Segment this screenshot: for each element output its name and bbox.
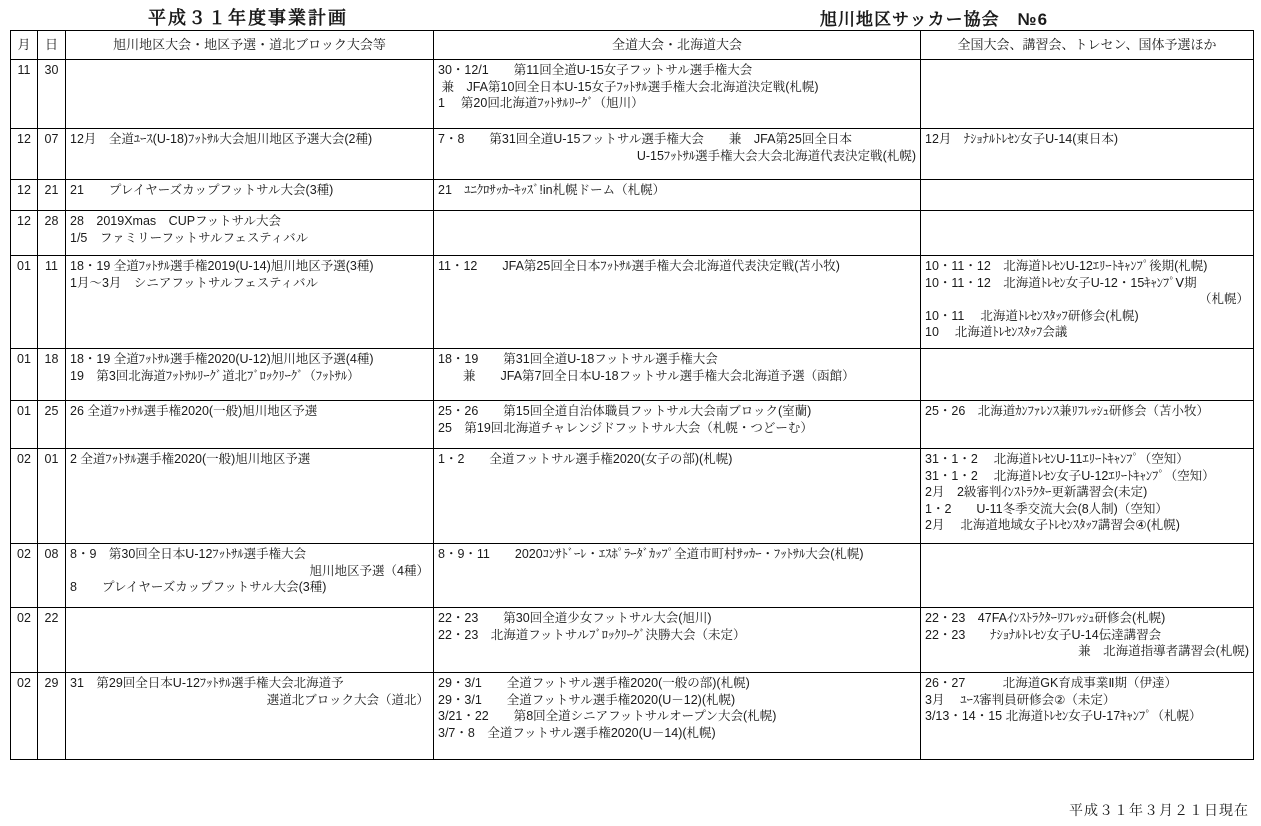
header-day: 日 [38, 31, 66, 60]
event-line: 22・23 第30回全道少女フットサル大会(旭川) [438, 611, 712, 625]
event-line: U-15ﾌｯﾄｻﾙ選手権大会大会北海道代表決定戦(札幌) [636, 148, 916, 163]
table-row [11, 129, 1254, 180]
event-line: 2 全道ﾌｯﾄｻﾙ選手権2020(一般)旭川地区予選 [70, 452, 311, 466]
cell-month: 02 [11, 608, 38, 673]
event-line: 31・1・2 北海道ﾄﾚｾﾝU-11ｴﾘｰﾄｷｬﾝﾌﾟ（空知） [925, 452, 1189, 466]
table-row [11, 673, 1254, 760]
event-line: 3/21・22 第8回全道シニアフットサルオープン大会(札幌) [438, 709, 777, 723]
event-line: 12月 全道ﾕｰｽ(U-18)ﾌｯﾄｻﾙ大会旭川地区予選大会(2種) [70, 132, 373, 146]
cell-hokkaido-events [434, 129, 921, 180]
event-line: 8・9・11 2020ｺﾝｻﾄﾞｰﾚ・ｴｽﾎﾟﾗｰﾀﾞｶｯﾌﾟ全道市町村ｻｯｶｰ・ﾌｯﾄｻﾙ大会(札幌) [438, 547, 864, 561]
cell-national-events [921, 256, 1254, 349]
event-line: 1月～3月 シニアフットサルフェスティバル [70, 275, 319, 290]
cell-hokkaido-events [434, 544, 921, 608]
schedule-table [10, 30, 1254, 760]
cell-month: 12 [11, 180, 38, 211]
cell-national-events [921, 401, 1254, 449]
event-line: 1 第20回北海道ﾌｯﾄｻﾙﾘｰｸﾞ（旭川） [438, 96, 644, 110]
event-line: （札幌） [1198, 292, 1249, 306]
cell-national-events [921, 673, 1254, 760]
cell-day: 22 [38, 608, 66, 673]
event-line: 兼 JFA第7回全日本U-18フットサル選手権大会北海道予選（函館） [438, 368, 855, 383]
cell-month: 01 [11, 401, 38, 449]
event-line: 兼 北海道指導者講習会(札幌) [1078, 644, 1249, 658]
event-line: 10・11・12 北海道ﾄﾚｾﾝ女子U-12・15ｷｬﾝﾌﾟⅤ期 [925, 275, 1197, 290]
page-title: 平成３１年度事業計画 [148, 8, 348, 28]
table-row [11, 544, 1254, 608]
event-line: 18・19 全道ﾌｯﾄｻﾙ選手権2019(U-14)旭川地区予選(3種) [70, 259, 374, 273]
event-line: 21 ﾕﾆｸﾛｻｯｶｰｷｯｽﾞ!in札幌ドーム（札幌） [438, 183, 666, 197]
cell-national-events [921, 544, 1254, 608]
event-line: 選道北ブロック大会（道北） [266, 692, 429, 707]
header-national-events: 全国大会、講習会、トレセン、国体予選ほか [921, 31, 1254, 60]
table-row [11, 180, 1254, 211]
cell-month: 02 [11, 544, 38, 608]
event-line: 1/5 ファミリーフットサルフェスティバル [70, 230, 309, 245]
event-line: 31・1・2 北海道ﾄﾚｾﾝ女子U-12ｴﾘｰﾄｷｬﾝﾌﾟ（空知） [925, 468, 1215, 483]
cell-month: 01 [11, 256, 38, 349]
cell-hokkaido-events [434, 449, 921, 544]
event-line: 10 北海道ﾄﾚｾﾝｽﾀｯﾌ会議 [925, 325, 1068, 339]
event-line: 22・23 47FAｲﾝｽﾄﾗｸﾀｰﾘﾌﾚｯｼｭ研修会(札幌) [925, 611, 1166, 625]
event-line: 8 プレイヤーズカップフットサル大会(3種) [70, 580, 327, 594]
cell-hokkaido-events [434, 349, 921, 401]
cell-national-events [921, 608, 1254, 673]
cell-local-events [66, 449, 434, 544]
event-line: 22・23 北海道フットサルﾌﾞﾛｯｸﾘｰｸﾞ決勝大会（未定） [438, 627, 746, 642]
cell-hokkaido-events [434, 256, 921, 349]
event-line: 12月 ﾅｼｮﾅﾙﾄﾚｾﾝ女子U-14(東日本) [925, 132, 1119, 146]
cell-local-events [66, 256, 434, 349]
cell-day: 25 [38, 401, 66, 449]
table-row [11, 608, 1254, 673]
event-line: 18・19 全道ﾌｯﾄｻﾙ選手権2020(U-12)旭川地区予選(4種) [70, 352, 374, 366]
event-line: 29・3/1 全道フットサル選手権2020(一般の部)(札幌) [438, 676, 750, 690]
table-row [11, 449, 1254, 544]
cell-day: 08 [38, 544, 66, 608]
association-title: 旭川地区サッカー協会 №6 [820, 10, 1049, 29]
event-line: 26・27 北海道GK育成事業Ⅱ期（伊達） [925, 676, 1178, 690]
cell-month: 02 [11, 449, 38, 544]
event-line: 30・12/1 第11回全道U-15女子フットサル選手権大会 [438, 63, 753, 77]
table-row [11, 256, 1254, 349]
event-line: 28 2019Xmas CUPフットサル大会 [70, 214, 282, 228]
cell-day: 01 [38, 449, 66, 544]
event-line: 1・2 全道フットサル選手権2020(女子の部)(札幌) [438, 452, 733, 466]
event-line: 31 第29回全日本U-12ﾌｯﾄｻﾙ選手権大会北海道予 [70, 676, 344, 690]
event-line: 旭川地区予選（4種） [309, 563, 429, 578]
event-line: 2月 2級審判ｲﾝｽﾄﾗｸﾀｰ更新講習会(未定) [925, 485, 1148, 499]
cell-hokkaido-events [434, 60, 921, 129]
cell-local-events [66, 349, 434, 401]
cell-hokkaido-events [434, 673, 921, 760]
cell-day: 21 [38, 180, 66, 211]
cell-hokkaido-events [434, 608, 921, 673]
cell-day: 18 [38, 349, 66, 401]
event-line: 25 第19回北海道チャレンジドフットサル大会（札幌・つどーむ） [438, 420, 813, 435]
cell-month: 12 [11, 211, 38, 256]
cell-local-events [66, 401, 434, 449]
cell-day: 30 [38, 60, 66, 129]
cell-local-events [66, 211, 434, 256]
event-line: 3/7・8 全道フットサル選手権2020(U－14)(札幌) [438, 725, 716, 740]
cell-local-events [66, 673, 434, 760]
cell-month: 02 [11, 673, 38, 760]
cell-local-events [66, 60, 434, 129]
event-line: 25・26 第15回全道自治体職員フットサル大会南ブロック(室蘭) [438, 404, 812, 418]
event-line: 1・2 U-11冬季交流大会(8人制)（空知） [925, 501, 1168, 516]
event-line: 8・9 第30回全日本U-12ﾌｯﾄｻﾙ選手権大会 [70, 547, 307, 561]
cell-hokkaido-events [434, 211, 921, 256]
table-row [11, 349, 1254, 401]
as-of-date: 平成３１年３月２１日現在 [1069, 802, 1249, 818]
event-line: 10・11・12 北海道ﾄﾚｾﾝU-12ｴﾘｰﾄｷｬﾝﾌﾟ後期(札幌) [925, 259, 1208, 273]
cell-national-events [921, 129, 1254, 180]
cell-hokkaido-events [434, 401, 921, 449]
event-line: 11・12 JFA第25回全日本ﾌｯﾄｻﾙ選手権大会北海道代表決定戦(苫小牧) [438, 259, 840, 273]
event-line: 22・23 ﾅｼｮﾅﾙﾄﾚｾﾝ女子U-14伝達講習会 [925, 627, 1162, 642]
header-month: 月 [11, 31, 38, 60]
cell-national-events [921, 180, 1254, 211]
cell-month: 01 [11, 349, 38, 401]
event-line: 18・19 第31回全道U-18フットサル選手権大会 [438, 352, 718, 366]
table-row [11, 211, 1254, 256]
event-line: 2月 北海道地域女子ﾄﾚｾﾝｽﾀｯﾌ講習会④(札幌) [925, 518, 1180, 532]
event-line: 26 全道ﾌｯﾄｻﾙ選手権2020(一般)旭川地区予選 [70, 404, 318, 418]
cell-day: 28 [38, 211, 66, 256]
cell-day: 07 [38, 129, 66, 180]
cell-day: 11 [38, 256, 66, 349]
table-row [11, 401, 1254, 449]
event-line: 3/13・14・15 北海道ﾄﾚｾﾝ女子U-17ｷｬﾝﾌﾟ（札幌） [925, 709, 1202, 723]
titlebar [0, 0, 1261, 30]
event-line: 29・3/1 全道フットサル選手権2020(U－12)(札幌) [438, 692, 736, 707]
cell-local-events [66, 180, 434, 211]
event-line: 21 プレイヤーズカップフットサル大会(3種) [70, 183, 334, 197]
cell-day: 29 [38, 673, 66, 760]
cell-local-events [66, 608, 434, 673]
cell-national-events [921, 60, 1254, 129]
table-row [11, 60, 1254, 129]
cell-national-events [921, 211, 1254, 256]
cell-local-events [66, 544, 434, 608]
event-line: 3月 ﾕｰｽ審判員研修会②（未定） [925, 692, 1116, 707]
header-local-events: 旭川地区大会・地区予選・道北ブロック大会等 [66, 31, 434, 60]
event-line: 10・11 北海道ﾄﾚｾﾝｽﾀｯﾌ研修会(札幌) [925, 308, 1139, 323]
cell-national-events [921, 349, 1254, 401]
schedule-table-body [11, 60, 1254, 760]
header-row [11, 31, 1254, 60]
event-line: 25・26 北海道ｶﾝﾌｧﾚﾝｽ兼ﾘﾌﾚｯｼｭ研修会（苫小牧） [925, 404, 1210, 418]
cell-national-events [921, 449, 1254, 544]
cell-month: 11 [11, 60, 38, 129]
cell-local-events [66, 129, 434, 180]
event-line: 19 第3回北海道ﾌｯﾄｻﾙﾘｰｸﾞ道北ﾌﾞﾛｯｸﾘｰｸﾞ（ﾌｯﾄｻﾙ） [70, 368, 360, 383]
event-line: 兼 JFA第10回全日本U-15女子ﾌｯﾄｻﾙ選手権大会北海道決定戦(札幌) [438, 79, 819, 94]
cell-month: 12 [11, 129, 38, 180]
event-line: 7・8 第31回全道U-15フットサル選手権大会 兼 JFA第25回全日本 [438, 132, 852, 146]
cell-hokkaido-events [434, 180, 921, 211]
header-hokkaido-events: 全道大会・北海道大会 [434, 31, 921, 60]
